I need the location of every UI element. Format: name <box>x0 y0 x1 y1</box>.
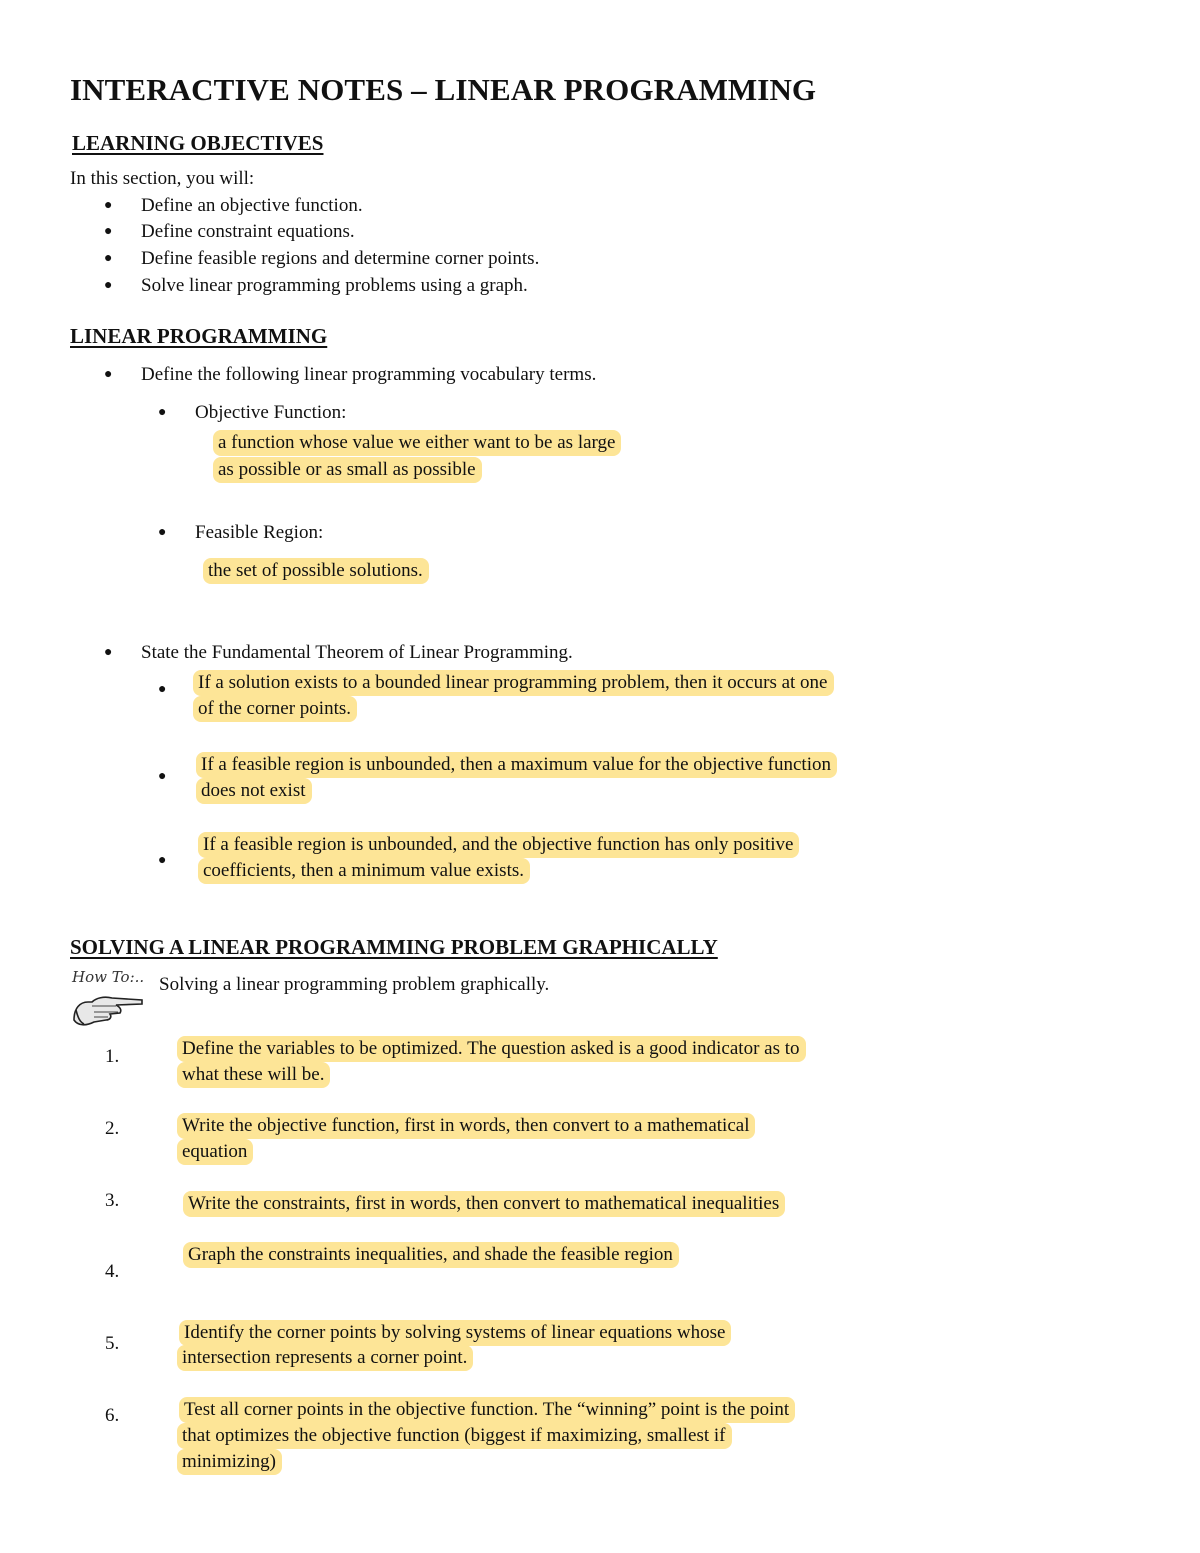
step-number: 4. <box>105 1261 120 1282</box>
step-number: 6. <box>105 1405 120 1426</box>
theorem-item-1-line-2: of the corner points. <box>193 696 357 722</box>
step-6-line-3: minimizing) <box>177 1449 282 1475</box>
howto-icon <box>70 968 150 1028</box>
bullet-icon: ● <box>104 198 113 213</box>
theorem-item-3-line-2: coefficients, then a minimum value exists. <box>198 858 530 884</box>
theorem-item-1-line-1: If a solution exists to a bounded linear programming problem, then it occurs at one <box>193 670 834 696</box>
step-3-line-1: Write the constraints, first in words, then convert to mathematical inequalities <box>183 1191 785 1217</box>
objective-item: Define an objective function. <box>141 195 363 216</box>
objectives-intro: In this section, you will: <box>70 168 255 189</box>
step-1-line-2: what these will be. <box>177 1062 330 1088</box>
step-4-line-1: Graph the constraints inequalities, and shade the feasible region <box>183 1242 679 1268</box>
theorem-item-3-line-1: If a feasible region is unbounded, and the objective function has only positive <box>198 832 799 858</box>
bullet-icon: ● <box>104 224 113 239</box>
answer-objective-function-line-2: as possible or as small as possible <box>213 457 482 483</box>
step-2-line-2: equation <box>177 1139 253 1165</box>
answer-objective-function-line-1: a function whose value we either want to be as large <box>213 430 621 456</box>
bullet-icon: ● <box>104 251 113 266</box>
step-number: 2. <box>105 1118 120 1139</box>
step-2-line-1: Write the objective function, first in words, then convert to a mathematical <box>177 1113 755 1139</box>
objective-item: Define feasible regions and determine corner points. <box>141 248 540 269</box>
term-objective-function: Objective Function: <box>195 402 347 423</box>
objective-item: Define constraint equations. <box>141 221 355 242</box>
linear-programming-heading: LINEAR PROGRAMMING <box>70 324 328 348</box>
step-number: 5. <box>105 1333 120 1354</box>
theorem-prompt: State the Fundamental Theorem of Linear Programming. <box>141 642 573 663</box>
theorem-item-2-line-2: does not exist <box>196 778 312 804</box>
step-5-line-1: Identify the corner points by solving systems of linear equations whose <box>179 1320 731 1346</box>
bullet-icon: ● <box>158 682 167 697</box>
bullet-icon: ● <box>158 525 167 540</box>
page-title: INTERACTIVE NOTES – LINEAR PROGRAMMING <box>70 72 817 107</box>
define-prompt: Define the following linear programming vocabulary terms. <box>141 364 597 385</box>
step-6-line-1: Test all corner points in the objective function. The “winning” point is the point <box>179 1397 795 1423</box>
theorem-item-2-line-1: If a feasible region is unbounded, then a maximum value for the objective function <box>196 752 837 778</box>
bullet-icon: ● <box>104 645 113 660</box>
howto-label: How To:.. <box>72 968 145 986</box>
bullet-icon: ● <box>158 405 167 420</box>
step-5-line-2: intersection represents a corner point. <box>177 1345 473 1371</box>
bullet-icon: ● <box>104 367 113 382</box>
bullet-icon: ● <box>158 769 167 784</box>
term-feasible-region: Feasible Region: <box>195 522 324 543</box>
step-number: 1. <box>105 1046 120 1067</box>
answer-feasible-region: the set of possible solutions. <box>203 558 429 584</box>
step-number: 3. <box>105 1190 120 1211</box>
bullet-icon: ● <box>158 853 167 868</box>
step-1-line-1: Define the variables to be optimized. The question asked is a good indicator as to <box>177 1036 806 1062</box>
objectives-heading: LEARNING OBJECTIVES <box>72 131 324 155</box>
howto-text: Solving a linear programming problem graphically. <box>159 974 550 995</box>
step-6-line-2: that optimizes the objective function (biggest if maximizing, smallest if <box>177 1423 732 1449</box>
solving-heading: SOLVING A LINEAR PROGRAMMING PROBLEM GRAPHICALLY <box>70 935 718 959</box>
bullet-icon: ● <box>104 278 113 293</box>
pointing-hand-icon <box>70 990 146 1030</box>
objective-item: Solve linear programming problems using a graph. <box>141 275 528 296</box>
